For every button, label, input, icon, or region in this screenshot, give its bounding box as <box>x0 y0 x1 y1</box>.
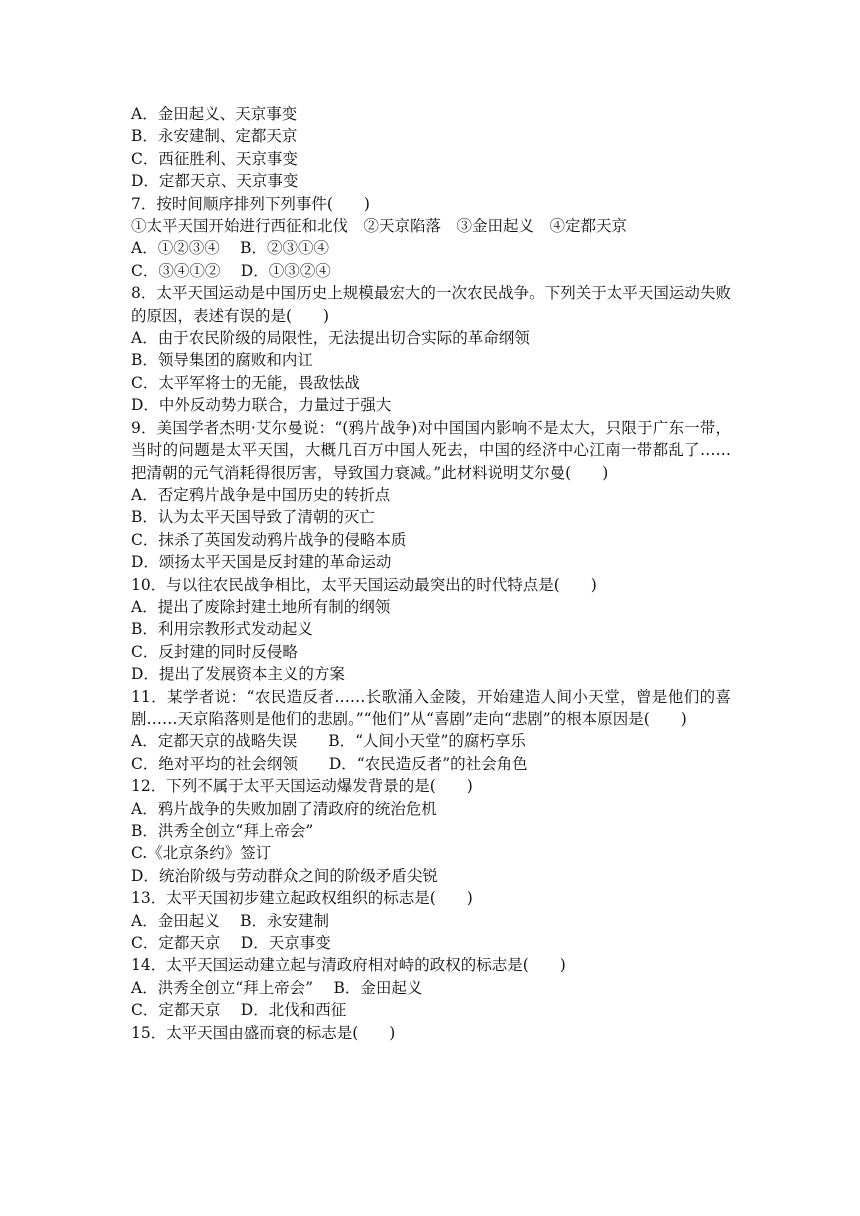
question-11: 11．某学者说：“农民造反者……长歌涌入金陵，开始建造人间小天堂，曾是他们的喜剧……天京陷落则是他们的悲剧。”“他们”从“喜剧”走向“悲剧”的根本原因是( ) <box>131 687 731 728</box>
question-7-events: ①太平天国开始进行西征和北伐 ②天京陷落 ③金田起义 ④定都天京 <box>131 217 628 236</box>
question-9-option-d: D．颂扬太平天国是反封建的革命运动 <box>131 553 392 572</box>
option-b: B．永安建制、定都天京 <box>131 127 298 146</box>
question-14-options-cd: C．定都天京 D．北伐和西征 <box>131 1001 347 1020</box>
question-9-option-c: C．抹杀了英国发动鸦片战争的侵略本质 <box>131 530 407 549</box>
question-8: 8．太平天国运动是中国历史上规模最宏大的一次农民战争。下列关于太平天国运动失败的原因，表述有误的是( ) <box>131 284 731 325</box>
question-12-option-c: C.《北京条约》签订 <box>131 844 272 863</box>
document-body <box>131 103 731 1044</box>
question-8-option-b: B．领导集团的腐败和内讧 <box>131 351 313 370</box>
question-14: 14．太平天国运动建立起与清政府相对峙的政权的标志是( ) <box>131 956 566 975</box>
question-9-option-a: A．否定鸦片战争是中国历史的转折点 <box>131 485 391 504</box>
question-12: 12．下列不属于太平天国运动爆发背景的是( ) <box>131 777 473 796</box>
question-9-option-b: B．认为太平天国导致了清朝的灭亡 <box>131 508 375 527</box>
question-10: 10．与以往农民战争相比，太平天国运动最突出的时代特点是( ) <box>131 575 597 594</box>
question-11-options-cd: C．绝对平均的社会纲领 D．“农民造反者”的社会角色 <box>131 754 528 773</box>
question-10-option-b: B．利用宗教形式发动起义 <box>131 620 313 639</box>
question-10-option-a: A．提出了废除封建土地所有制的纲领 <box>131 597 391 616</box>
option-a: A．金田起义、天京事变 <box>131 105 298 123</box>
option-c: C．西征胜利、天京事变 <box>131 149 298 168</box>
question-10-option-c: C．反封建的同时反侵略 <box>131 642 298 661</box>
question-7-options-cd: C．③④①② D．①③②④ <box>131 261 331 280</box>
question-8-option-d: D．中外反动势力联合，力量过于强大 <box>131 396 392 415</box>
question-12-option-b: B．洪秀全创立“拜上帝会” <box>131 822 314 840</box>
question-12-option-a: A．鸦片战争的失败加剧了清政府的统治危机 <box>131 799 437 818</box>
question-12-option-d: D．统治阶级与劳动群众之间的阶级矛盾尖锐 <box>131 866 438 885</box>
question-15: 15．太平天国由盛而衰的标志是( ) <box>131 1023 396 1042</box>
option-d: D．定都天京、天京事变 <box>131 172 299 191</box>
question-13: 13．太平天国初步建立起政权组织的标志是( ) <box>131 889 473 908</box>
question-8-option-c: C．太平军将士的无能，畏敌怯战 <box>131 373 360 392</box>
question-8-option-a: A．由于农民阶级的局限性，无法提出切合实际的革命纲领 <box>131 329 530 348</box>
question-10-option-d: D．提出了发展资本主义的方案 <box>131 665 345 684</box>
question-14-options-ab: A．洪秀全创立“拜上帝会” B．金田起义 <box>131 978 423 997</box>
question-13-options-cd: C．定都天京 D．天京事变 <box>131 934 331 953</box>
question-9: 9．美国学者杰明·艾尔曼说：“(鸦片战争)对中国国内影响不是太大，只限于广东一带，当时的问题是太平天国，大概几百万中国人死去，中国的经济中心江南一带都乱了……把清朝的元气消耗得很厉害，导致国力衰减。”此材料说明艾尔曼( ) <box>131 418 731 482</box>
question-11-options-ab: A．定都天京的战略失误 B．“人间小天堂”的腐朽享乐 <box>131 732 526 751</box>
question-13-options-ab: A．金田起义 B．永安建制 <box>131 911 330 930</box>
question-7: 7．按时间顺序排列下列事件( ) <box>131 194 370 213</box>
question-7-options-ab: A．①②③④ B．②③①④ <box>131 239 330 258</box>
